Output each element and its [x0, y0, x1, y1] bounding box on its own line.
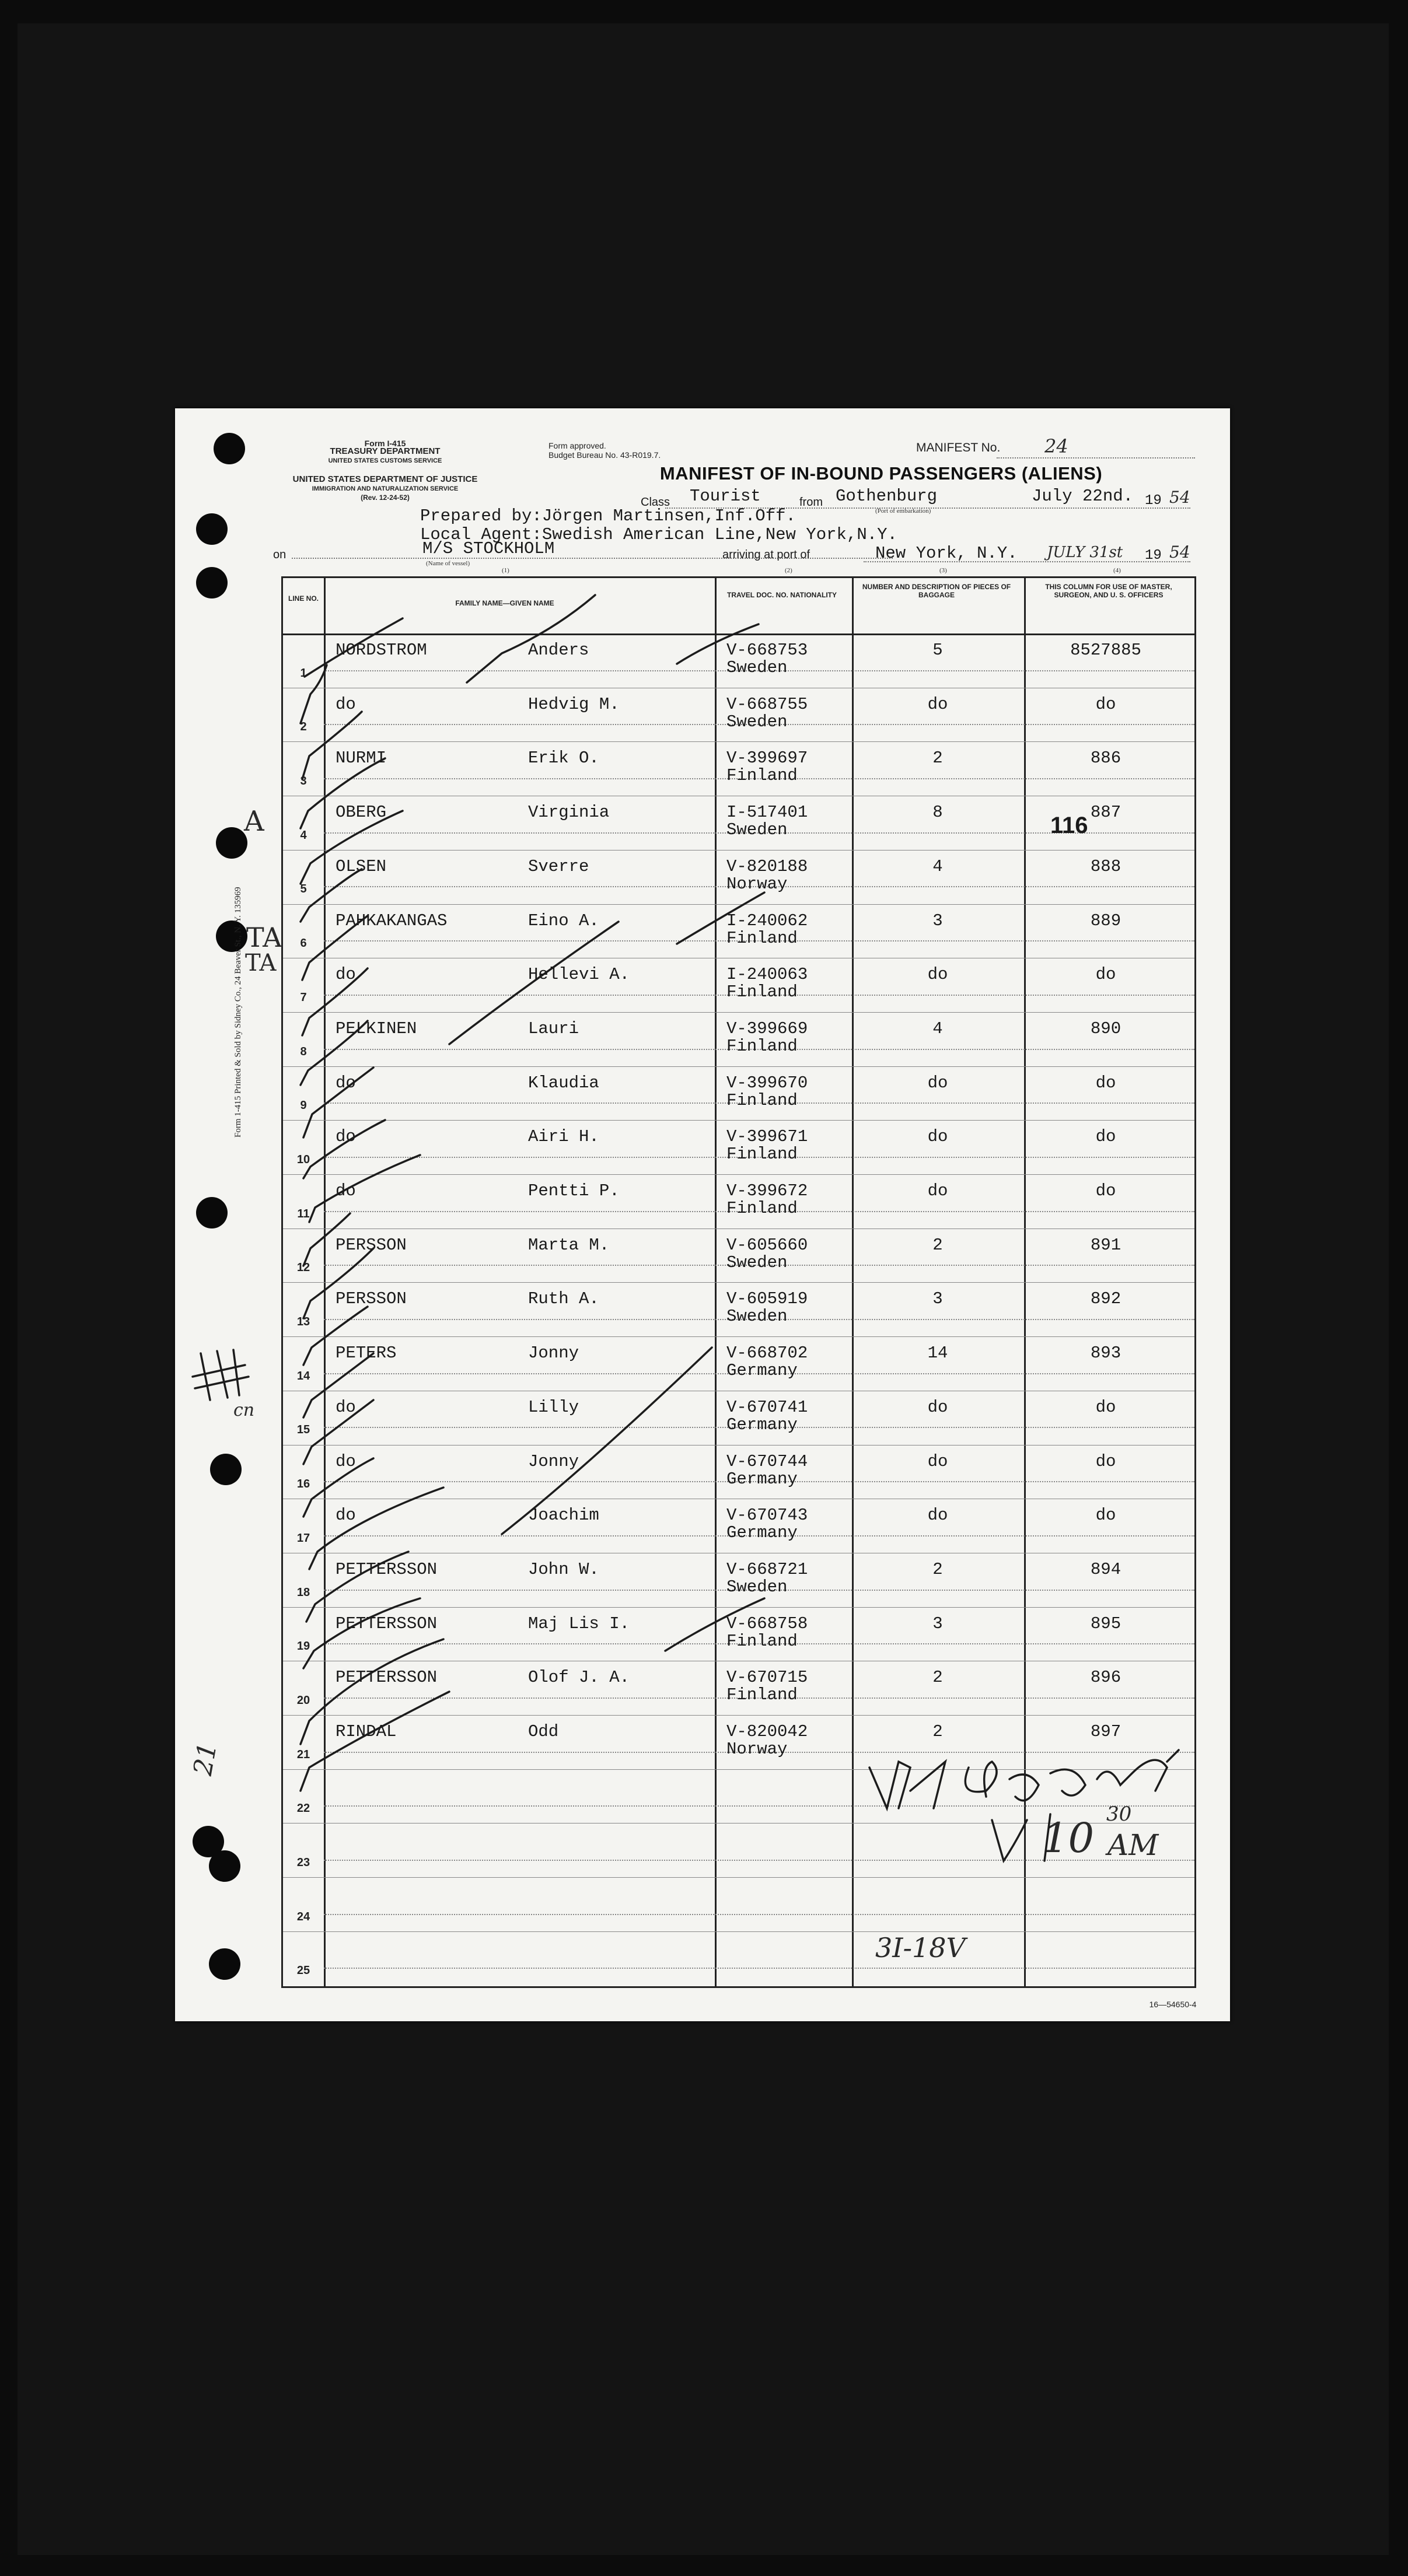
nationality: Norway	[726, 874, 788, 894]
margin-mark-21: 21	[188, 1740, 223, 1778]
departure-year: 54	[1169, 488, 1190, 507]
family-name: PAHKAKANGAS	[336, 911, 448, 930]
on-label: on	[273, 548, 287, 561]
header-name: FAMILY NAME—GIVEN NAME	[455, 599, 554, 607]
binder-hole	[209, 1948, 240, 1980]
family-name: RINDAL	[336, 1722, 397, 1741]
nationality: Sweden	[726, 658, 788, 677]
margin-mark-ta: TA	[245, 950, 277, 977]
treasury-dept: TREASURY DEPARTMENT	[330, 446, 441, 456]
officer-use: 896	[1090, 1668, 1121, 1688]
table-row	[283, 1012, 1194, 1066]
baggage-count: do	[927, 1506, 948, 1525]
given-name: Lauri	[528, 1019, 579, 1038]
given-name: Jonny	[528, 1343, 579, 1363]
nationality: Germany	[726, 1523, 798, 1543]
class-value: Tourist	[690, 487, 761, 506]
given-name: Joachim	[528, 1506, 599, 1525]
year-prefix: 19	[1145, 493, 1162, 509]
row-dotted-rule	[324, 1914, 1194, 1915]
ins-service: IMMIGRATION AND NATURALIZATION SERVICE	[312, 485, 459, 492]
arrival-date: JULY 31st	[1047, 544, 1123, 561]
stamp-116: 116	[1050, 813, 1088, 838]
given-name: Jonny	[528, 1451, 579, 1471]
form-number: Form I-415	[364, 439, 406, 448]
officer-use: do	[1095, 965, 1116, 985]
row-divider	[283, 741, 1194, 742]
time-minute: 30	[1106, 1803, 1132, 1826]
travel-doc-no: V-399669	[726, 1019, 808, 1038]
line-number: 15	[296, 1423, 310, 1437]
travel-doc-no: I-517401	[726, 803, 808, 822]
time-ampm: AM	[1107, 1828, 1159, 1862]
binder-hole	[196, 567, 228, 598]
table-row	[283, 1336, 1194, 1391]
nationality: Finland	[726, 1685, 798, 1705]
baggage-count: 2	[932, 1235, 943, 1255]
travel-doc-no: V-670744	[726, 1451, 808, 1471]
nationality: Germany	[726, 1361, 798, 1381]
nationality: Finland	[726, 1631, 798, 1651]
row-divider	[283, 1174, 1194, 1175]
arrival-port: New York, N.Y.	[875, 544, 1018, 563]
class-label: Class	[641, 496, 670, 509]
budget-bureau: Budget Bureau No. 43-R019.7.	[548, 450, 661, 460]
header-travel-doc: TRAVEL DOC. NO. NATIONALITY	[727, 591, 837, 599]
family-name: PETTERSSON	[336, 1668, 438, 1688]
row-divider	[283, 1715, 1194, 1716]
given-name: Ruth A.	[528, 1289, 599, 1309]
baggage-count: do	[927, 1397, 948, 1417]
vessel-name: M/S STOCKHOLM	[422, 539, 555, 558]
family-name: do	[336, 1397, 356, 1417]
baggage-count: do	[927, 1073, 948, 1093]
baggage-count: 3	[932, 1289, 943, 1309]
line-number: 19	[296, 1640, 310, 1653]
line-number: 8	[300, 1045, 307, 1058]
officer-use: do	[1095, 1451, 1116, 1471]
family-name: do	[336, 1451, 356, 1471]
baggage-count: 4	[932, 1019, 943, 1038]
officer-use: 897	[1090, 1722, 1121, 1741]
row-divider	[283, 1282, 1194, 1283]
given-name: Erik O.	[528, 748, 599, 768]
table-row	[283, 1445, 1194, 1499]
binder-hole	[214, 433, 245, 464]
family-name: PETERS	[336, 1343, 397, 1363]
family-name: PERSSON	[336, 1235, 407, 1255]
family-name: do	[336, 1506, 356, 1525]
baggage-count: do	[927, 1451, 948, 1471]
baggage-count: do	[927, 694, 948, 714]
officer-use: 891	[1090, 1235, 1121, 1255]
row-dotted-rule	[324, 1805, 1194, 1807]
travel-doc-no: V-668758	[726, 1614, 808, 1633]
row-divider	[283, 1769, 1194, 1770]
line-number: 6	[300, 937, 307, 950]
row-divider	[283, 1336, 1194, 1337]
travel-doc-no: V-399697	[726, 748, 808, 768]
row-divider	[283, 1931, 1194, 1932]
travel-doc-no: V-820188	[726, 856, 808, 876]
binder-hole	[196, 513, 228, 545]
officer-use: 894	[1090, 1559, 1121, 1579]
nationality: Finland	[726, 1199, 798, 1218]
nationality: Germany	[726, 1415, 798, 1434]
header-line-no: LINE NO.	[288, 594, 319, 603]
given-name: Odd	[528, 1722, 559, 1741]
manifest-number: 24	[1044, 435, 1068, 457]
line-number: 23	[296, 1856, 310, 1870]
officer-use: do	[1095, 1397, 1116, 1417]
officer-use: 893	[1090, 1343, 1121, 1363]
baggage-count: 2	[932, 1722, 943, 1741]
line-number: 3	[300, 775, 307, 788]
officer-use: do	[1095, 694, 1116, 714]
baggage-count: 2	[932, 748, 943, 768]
baggage-count: 2	[932, 1559, 943, 1579]
family-name: do	[336, 1127, 356, 1147]
travel-doc-no: V-670743	[726, 1506, 808, 1525]
binder-hole	[216, 827, 247, 859]
table-row	[283, 958, 1194, 1012]
table-row	[283, 1931, 1194, 1986]
baggage-count: do	[927, 1127, 948, 1147]
form-approved: Form approved.	[548, 441, 606, 450]
travel-doc-no: V-605660	[726, 1235, 808, 1255]
row-divider	[283, 1066, 1194, 1067]
table-row	[283, 1066, 1194, 1121]
col-number-3: (3)	[939, 567, 947, 574]
manifest-title: MANIFEST OF IN-BOUND PASSENGERS (ALIENS)	[659, 463, 1103, 484]
line-number: 7	[300, 991, 307, 1004]
travel-doc-no: V-668721	[726, 1559, 808, 1579]
officer-use: 895	[1090, 1614, 1121, 1633]
travel-doc-no: V-399670	[726, 1073, 808, 1093]
side-imprint: Form 1-415 Printed & Sold by Sidney Co., 24 Beaver St., N. Y. 135969	[233, 887, 243, 1138]
travel-doc-no: V-399672	[726, 1181, 808, 1200]
margin-mark-cn: cn	[233, 1400, 255, 1420]
line-number: 22	[296, 1802, 310, 1815]
officer-use: 887	[1090, 803, 1121, 822]
embarkation-port: Gothenburg	[836, 487, 938, 506]
line-number: 24	[296, 1910, 310, 1923]
officer-use: 886	[1090, 748, 1121, 768]
baggage-count: 3	[932, 911, 943, 930]
given-name: John W.	[528, 1559, 599, 1579]
header-baggage: NUMBER AND DESCRIPTION OF PIECES OF BAGGAGE	[862, 583, 1011, 599]
vessel-caption: (Name of vessel)	[426, 560, 470, 567]
table-row	[283, 850, 1194, 904]
nationality: Germany	[726, 1469, 798, 1489]
line-number: 14	[296, 1369, 310, 1382]
family-name: do	[336, 1181, 356, 1200]
given-name: Virginia	[528, 803, 610, 822]
nationality: Finland	[726, 766, 798, 786]
table-row	[283, 1228, 1194, 1283]
given-name: Klaudia	[528, 1073, 599, 1093]
travel-doc-no: V-670741	[726, 1397, 808, 1417]
officer-use: 889	[1090, 911, 1121, 930]
bottom-note: 3I-18V	[875, 1932, 966, 1964]
manifest-page	[175, 408, 1230, 2021]
prepared-by: Prepared by:Jörgen Martinsen,Inf.Off.	[420, 506, 796, 526]
line-number: 2	[300, 720, 307, 734]
margin-mark-ta: TA	[246, 922, 282, 953]
travel-doc-no: V-668702	[726, 1343, 808, 1363]
table-row	[283, 1553, 1194, 1607]
nationality: Finland	[726, 1144, 798, 1164]
officer-use: do	[1095, 1127, 1116, 1147]
passenger-table	[281, 576, 1196, 1988]
given-name: Sverre	[528, 856, 589, 876]
officer-use: do	[1095, 1506, 1116, 1525]
given-name: Pentti P.	[528, 1181, 620, 1200]
travel-doc-no: V-820042	[726, 1722, 808, 1741]
given-name: Maj Lis I.	[528, 1614, 630, 1633]
line-number: 4	[300, 828, 307, 842]
row-divider	[283, 1607, 1194, 1608]
table-row	[283, 1877, 1194, 1931]
nationality: Sweden	[726, 712, 788, 732]
customs-service: UNITED STATES CUSTOMS SERVICE	[328, 457, 442, 464]
nationality: Norway	[726, 1740, 788, 1759]
nationality: Finland	[726, 928, 798, 948]
col-number-2: (2)	[785, 567, 792, 574]
baggage-count: 5	[932, 640, 943, 660]
officer-use: 888	[1090, 856, 1121, 876]
travel-doc-no: V-399671	[726, 1127, 808, 1147]
table-row	[283, 1661, 1194, 1715]
arrival-year-prefix: 19	[1145, 548, 1162, 564]
officer-use: do	[1095, 1073, 1116, 1093]
family-name: OLSEN	[336, 856, 387, 876]
margin-mark-a: A	[244, 805, 264, 838]
footer-code: 16—54650-4	[1149, 2000, 1197, 2009]
vessel-col-number: (1)	[502, 567, 509, 574]
nationality: Sweden	[726, 820, 788, 840]
travel-doc-no: I-240062	[726, 911, 808, 930]
nationality: Finland	[726, 1036, 798, 1056]
dotted-rule	[997, 457, 1195, 459]
line-number: 11	[297, 1207, 310, 1220]
given-name: Anders	[528, 640, 589, 660]
nationality: Sweden	[726, 1577, 788, 1597]
family-name: do	[336, 694, 356, 714]
row-dotted-rule	[324, 1968, 1194, 1969]
family-name: NORDSTROM	[336, 640, 427, 660]
family-name: NURMI	[336, 748, 387, 768]
line-number: 21	[296, 1748, 310, 1761]
from-label: from	[799, 496, 823, 509]
table-header	[283, 578, 1194, 635]
given-name: Olof J. A.	[528, 1668, 630, 1688]
manifest-no-label: MANIFEST No.	[916, 441, 1001, 454]
table-row	[283, 1120, 1194, 1174]
line-number: 10	[296, 1153, 310, 1166]
time-hour: 10	[1042, 1814, 1095, 1862]
family-name: PERSSON	[336, 1289, 407, 1309]
table-row	[283, 1607, 1194, 1661]
family-name: do	[336, 1073, 356, 1093]
arrival-year: 54	[1169, 542, 1190, 562]
line-number: 16	[296, 1478, 310, 1491]
row-divider	[283, 1877, 1194, 1878]
table-row	[283, 634, 1194, 688]
baggage-count: 8	[932, 803, 943, 822]
baggage-count: 14	[927, 1343, 948, 1363]
table-row	[283, 688, 1194, 742]
line-number: 13	[296, 1315, 310, 1329]
travel-doc-no: V-605919	[726, 1289, 808, 1309]
col-number-4: (4)	[1113, 567, 1121, 574]
baggage-count: 4	[932, 856, 943, 876]
given-name: Hellevi A.	[528, 965, 630, 985]
nationality: Sweden	[726, 1307, 788, 1326]
header-officers: THIS COLUMN FOR USE OF MASTER, SURGEON, AND U. S. OFFICERS	[1045, 583, 1172, 599]
given-name: Marta M.	[528, 1235, 610, 1255]
line-number: 18	[296, 1586, 310, 1599]
baggage-count: do	[927, 965, 948, 985]
travel-doc-no: V-668755	[726, 694, 808, 714]
table-row	[283, 1174, 1194, 1228]
row-divider	[283, 1012, 1194, 1013]
line-number: 20	[296, 1693, 310, 1707]
given-name: Eino A.	[528, 911, 599, 930]
port-caption: (Port of embarkation)	[875, 508, 931, 514]
line-number: 25	[296, 1964, 310, 1978]
given-name: Lilly	[528, 1397, 579, 1417]
nationality: Sweden	[726, 1252, 788, 1272]
family-name: do	[336, 965, 356, 985]
table-row	[283, 1282, 1194, 1336]
departure-date: July 22nd.	[1032, 487, 1134, 506]
travel-doc-no: I-240063	[726, 965, 808, 985]
table-row	[283, 1499, 1194, 1553]
dotted-rule	[864, 561, 1190, 562]
family-name: PETTERSSON	[336, 1614, 438, 1633]
officer-use: do	[1095, 1181, 1116, 1200]
travel-doc-no: V-668753	[726, 640, 808, 660]
table-row	[283, 904, 1194, 958]
line-number: 12	[296, 1261, 310, 1275]
given-name: Airi H.	[528, 1127, 599, 1147]
officer-use: 890	[1090, 1019, 1121, 1038]
officer-use: 892	[1090, 1289, 1121, 1309]
family-name: PELKINEN	[336, 1019, 417, 1038]
line-number: 17	[296, 1531, 310, 1545]
row-divider	[283, 904, 1194, 905]
row-divider	[283, 1445, 1194, 1446]
table-row	[283, 1715, 1194, 1769]
travel-doc-no: V-670715	[726, 1668, 808, 1688]
binder-hole	[210, 1454, 242, 1485]
arriving-label: arriving at port of	[722, 548, 810, 561]
officer-use: 8527885	[1070, 640, 1141, 660]
binder-hole	[209, 1850, 240, 1882]
row-divider	[283, 1228, 1194, 1229]
baggage-count: 2	[932, 1668, 943, 1688]
family-name: OBERG	[336, 803, 387, 822]
baggage-count: do	[927, 1181, 948, 1200]
line-number: 1	[300, 666, 307, 680]
line-number: 5	[300, 883, 307, 896]
form-revision: (Rev. 12-24-52)	[361, 494, 410, 502]
given-name: Hedvig M.	[528, 694, 620, 714]
nationality: Finland	[726, 1090, 798, 1110]
binder-hole	[196, 1197, 228, 1228]
table-row	[283, 1391, 1194, 1445]
line-number: 9	[300, 1099, 307, 1112]
row-divider	[283, 1120, 1194, 1121]
family-name: PETTERSSON	[336, 1559, 438, 1579]
table-row	[283, 741, 1194, 796]
justice-dept: UNITED STATES DEPARTMENT OF JUSTICE	[292, 474, 478, 484]
local-agent: Local Agent:Swedish American Line,New York,N.Y.	[420, 525, 897, 544]
baggage-count: 3	[932, 1614, 943, 1633]
nationality: Finland	[726, 982, 798, 1002]
